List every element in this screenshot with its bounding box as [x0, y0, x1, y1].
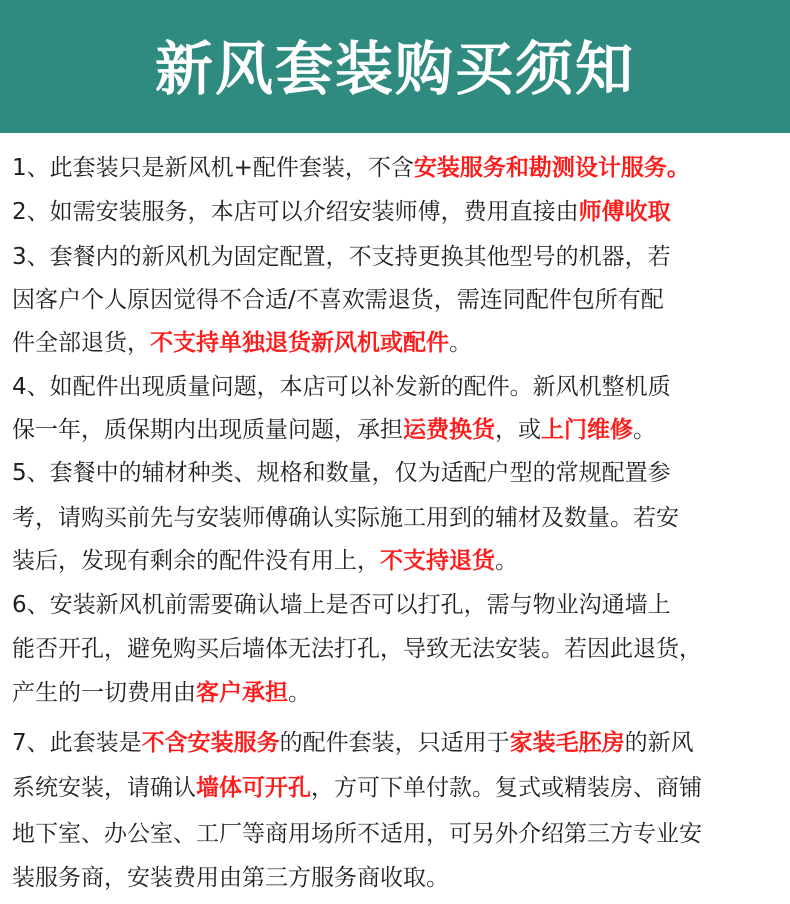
page-title: 新风套装购买须知 — [154, 34, 635, 103]
text-segment: 考，请购买前先与安装师傅确认实际施工用到的辅材及数量。若安 — [12, 505, 679, 531]
highlight-segment: 师傅收取 — [578, 199, 671, 225]
notice-line-1 — [12, 153, 690, 183]
text-segment: 5、套餐中的辅材种类、规格和数量，仅为适配户型的常规配置参 — [12, 460, 671, 486]
text-segment: 的配件套装，只适用于 — [279, 730, 510, 756]
notice-line-15 — [12, 773, 702, 803]
text-segment: 系统安装，请确认 — [12, 775, 196, 801]
notice-line-4 — [12, 285, 664, 315]
text-segment: 地下室、办公室、工厂等商用场所不适用，可另外介绍第三方专业安 — [12, 821, 702, 847]
highlight-segment: 不支持退货 — [380, 548, 495, 574]
text-segment: 。 — [449, 330, 472, 356]
notice-line-17 — [12, 863, 449, 893]
text-segment: 件全部退货， — [12, 330, 150, 356]
text-segment: 因客户个人原因觉得不合适/不喜欢需退货，需连同配件包所有配 — [12, 287, 664, 313]
highlight-segment: 不含安装服务 — [141, 730, 280, 756]
notice-line-6 — [12, 372, 671, 402]
text-segment: 的新风 — [624, 730, 694, 756]
notice-line-5 — [12, 328, 472, 358]
notice-line-11 — [12, 590, 671, 620]
notice-line-12 — [12, 634, 702, 664]
notice-line-9 — [12, 503, 679, 533]
notice-line-8 — [12, 458, 671, 488]
highlight-segment: 安装服务和勘测设计服务。 — [413, 155, 690, 181]
text-segment: 。 — [633, 417, 656, 443]
highlight-segment: 运费换货 — [403, 417, 495, 443]
highlight-segment: 家装毛胚房 — [509, 730, 625, 756]
header-banner — [0, 0, 790, 133]
notice-line-13 — [12, 678, 311, 708]
text-segment: 3、套餐内的新风机为固定配置，不支持更换其他型号的机器，若 — [12, 244, 671, 270]
text-segment: ，或 — [495, 417, 541, 443]
text-segment: 装后，发现有剩余的配件没有用上， — [12, 548, 380, 574]
highlight-segment: 客户承担 — [196, 680, 288, 706]
text-segment: 6、安装新风机前需要确认墙上是否可以打孔，需与物业沟通墙上 — [12, 592, 671, 618]
text-segment: 。 — [495, 548, 518, 574]
text-segment: ，方可下单付款。复式或精装房、商铺 — [311, 775, 702, 801]
highlight-segment: 墙体可开孔 — [196, 775, 311, 801]
notice-line-3 — [12, 242, 671, 272]
highlight-segment: 不支持单独退货新风机或配件 — [150, 330, 449, 356]
notice-line-2 — [12, 197, 671, 227]
notice-line-14 — [12, 728, 694, 758]
notice-line-10 — [12, 546, 518, 576]
text-segment: 2、如需安装服务，本店可以介绍安装师傅，费用直接由 — [12, 199, 579, 225]
highlight-segment: 上门维修 — [541, 417, 633, 443]
notice-line-7 — [12, 415, 656, 445]
text-segment: 1、此套装只是新风机+配件套装，不含 — [12, 155, 414, 181]
text-segment: 保一年，质保期内出现质量问题，承担 — [12, 417, 403, 443]
notice-line-16 — [12, 819, 702, 849]
text-segment: 7、此套装是 — [12, 730, 142, 756]
text-segment: 能否开孔，避免购买后墙体无法打孔，导致无法安装。若因此退货， — [12, 636, 702, 662]
text-segment: 。 — [288, 680, 311, 706]
text-segment: 装服务商，安装费用由第三方服务商收取。 — [12, 865, 449, 891]
text-segment: 产生的一切费用由 — [12, 680, 196, 706]
text-segment: 4、如配件出现质量问题，本店可以补发新的配件。新风机整机质 — [12, 374, 671, 400]
